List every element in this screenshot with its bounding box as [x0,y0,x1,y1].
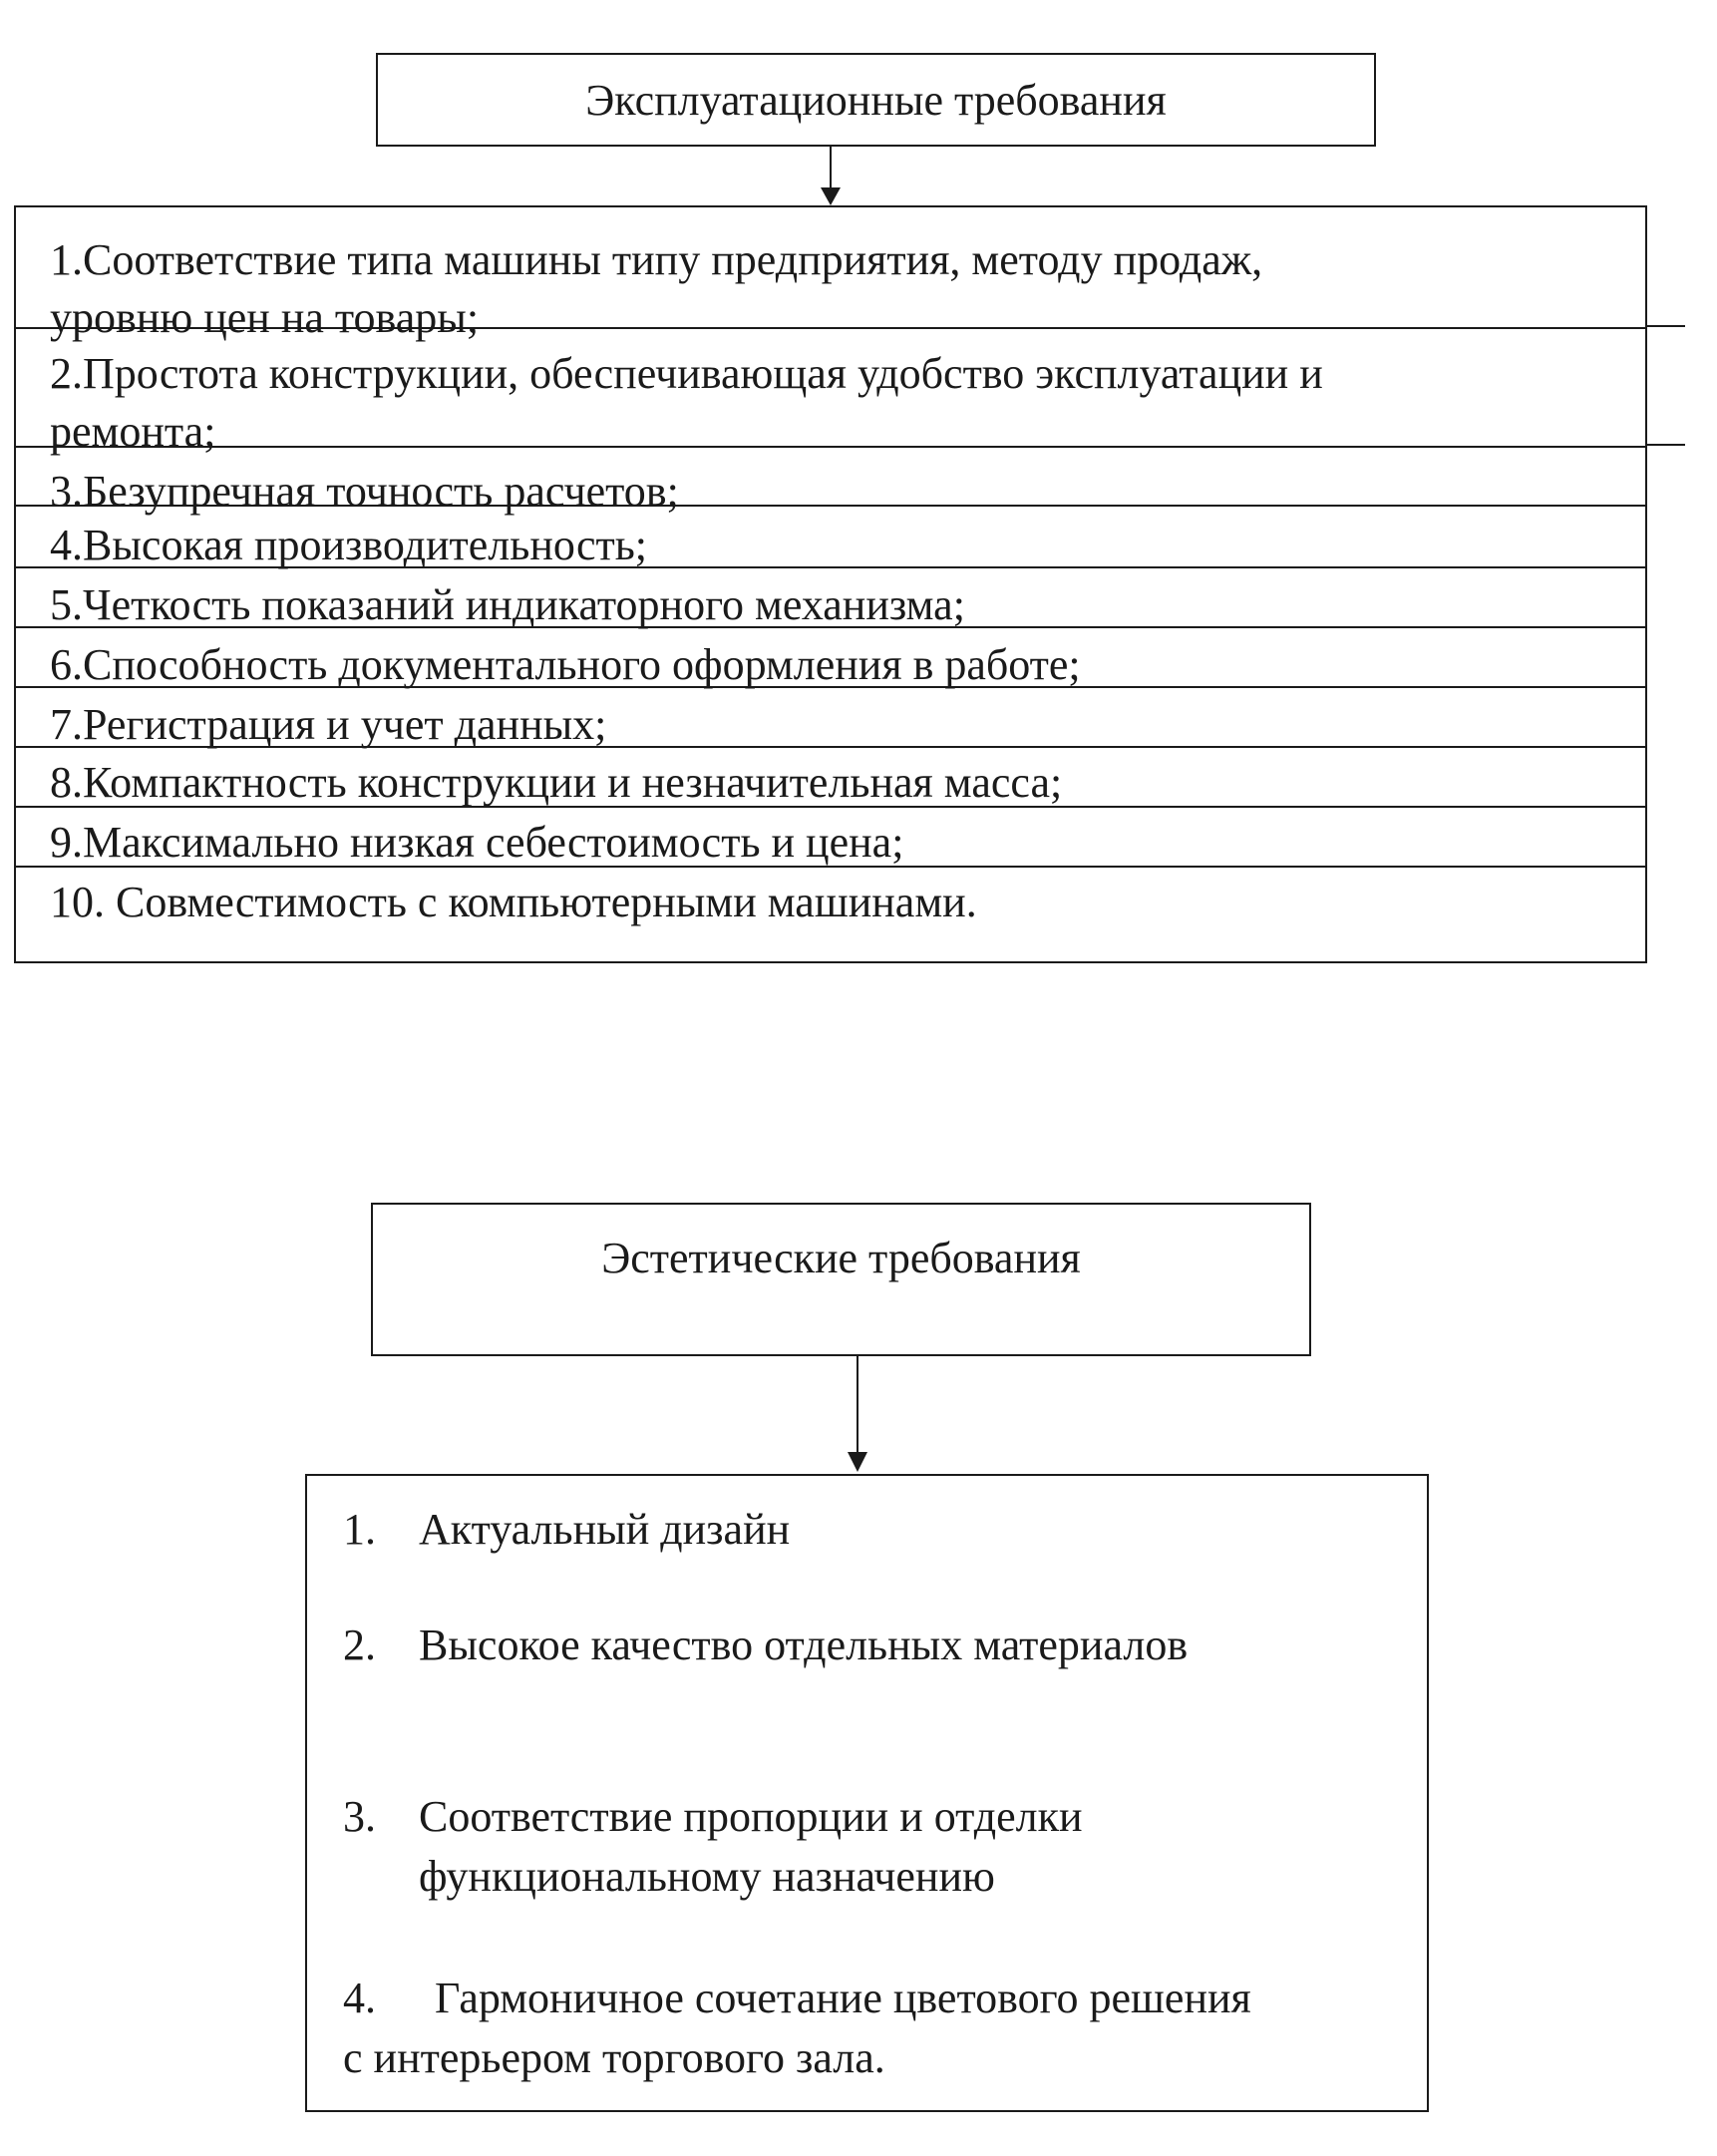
list-item-text: 8.Компактность конструкции и незначительная масса; [50,758,1063,807]
operational-requirements-title: Эксплуатационные требования [585,76,1167,125]
list-item-text: 4.Высокая производительность; [50,521,648,569]
list-item-text: 10. Совместимость с компьютерными машинами. [50,878,977,926]
list-item-text-cont: ремонта; [50,407,216,456]
row-separator [16,566,1645,568]
list-item [16,231,1645,347]
row-separator [16,327,1645,329]
list-item-text: 1.Соответствие типа машины типу предприятия, методу продаж, [50,235,1263,284]
aesthetic-requirements-list [305,1474,1429,2112]
list-item [16,463,1645,521]
aesthetic-requirements-title: Эстетические требования [601,1234,1081,1282]
row-separator [16,626,1645,628]
list-item-text: Гармоничное сочетание цветового решения [435,1974,1251,2022]
list-item [16,814,1645,872]
list-item [16,345,1645,461]
list-item-text-cont: функциональному назначению [419,1852,995,1901]
operational-requirements-list [14,205,1647,963]
list-item-text: 2.Простота конструкции, обеспечивающая удобство эксплуатации и [50,349,1323,398]
list-item-text: 3.Безупречная точность расчетов; [50,467,679,516]
list-item-number: 2. [343,1620,376,1669]
list-item-number: 1. [343,1505,376,1554]
row-separator [16,446,1645,448]
list-item-text: Соответствие пропорции и отделки [419,1792,1083,1841]
operational-requirements-title-box [376,53,1376,147]
list-item-number: 4. [343,1974,376,2022]
aesthetic-requirements-title-box [371,1203,1311,1356]
list-item-text: 7.Регистрация и учет данных; [50,700,607,749]
list-item [16,754,1645,812]
arrow-op-head [821,187,841,205]
list-item-text: 5.Четкость показаний индикаторного механизма; [50,580,965,629]
row-separator [16,505,1645,507]
row-separator [16,746,1645,748]
list-item-text-cont: с интерьером торгового зала. [343,2033,885,2082]
list-item-text: 9.Максимально низкая себестоимость и цена; [50,818,904,867]
row-separator [16,806,1645,808]
list-item [16,874,1645,931]
list-item-text: Актуальный дизайн [419,1505,791,1554]
list-item-number: 3. [343,1792,376,1841]
list-item-text-cont: уровню цен на товары; [50,293,480,342]
row-separator [16,866,1645,868]
arrow-es-head [848,1452,867,1472]
list-item-text: 6.Способность документального оформления в работе; [50,640,1081,689]
row-separator [16,686,1645,688]
list-item-text: Высокое качество отдельных материалов [419,1620,1189,1669]
